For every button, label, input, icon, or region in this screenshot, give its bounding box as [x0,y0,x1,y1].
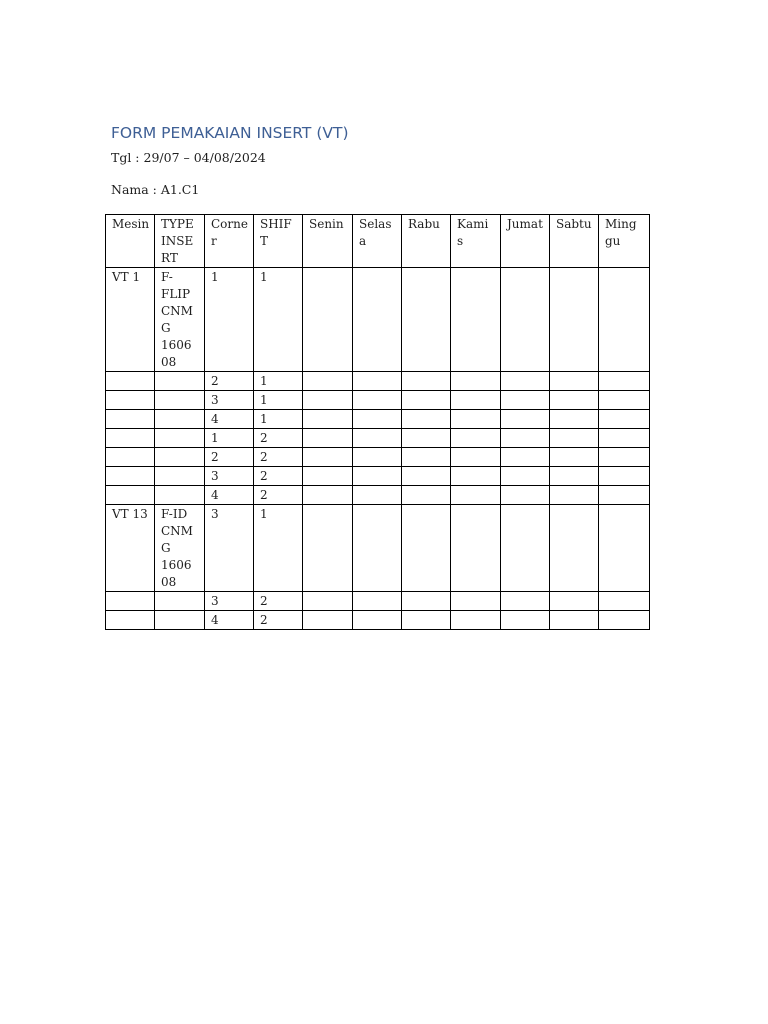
table-body [106,215,650,630]
cell-selasa [353,611,402,630]
cell-kamis [451,448,501,467]
cell-mesin [106,611,155,630]
cell-rabu [402,467,451,486]
cell-text: 3 [211,594,219,608]
cell-sabtu [550,467,599,486]
cell-rabu [402,372,451,391]
cell-minggu [599,467,650,486]
cell-jumat [501,372,550,391]
cell-sabtu [550,611,599,630]
cell-text: F-ID CNM G 1606 08 [161,507,193,589]
cell-jumat [501,448,550,467]
cell-text: 2 [260,488,268,502]
cell-text: 2 [260,469,268,483]
cell-text: 4 [211,613,219,627]
cell-text: 1 [260,393,268,407]
cell-text: 1 [260,507,268,521]
table-row [106,592,650,611]
cell-mesin [106,467,155,486]
header-cell-minggu [599,215,650,268]
cell-text: Selas a [359,217,392,248]
cell-shift [254,611,303,630]
cell-jumat [501,467,550,486]
cell-mesin [106,429,155,448]
cell-shift [254,505,303,592]
cell-corner [205,410,254,429]
cell-minggu [599,410,650,429]
cell-text: F- FLIP CNM G 1606 08 [161,270,193,369]
cell-kamis [451,391,501,410]
cell-senin [303,268,353,372]
header-cell-senin [303,215,353,268]
cell-jumat [501,611,550,630]
header-cell-rabu [402,215,451,268]
cell-text: 2 [211,450,219,464]
cell-sabtu [550,372,599,391]
cell-selasa [353,505,402,592]
cell-sabtu [550,268,599,372]
cell-corner [205,429,254,448]
cell-text: Jumat [507,217,543,231]
cell-sabtu [550,429,599,448]
cell-senin [303,448,353,467]
cell-mesin [106,410,155,429]
header-cell-selasa [353,215,402,268]
cell-kamis [451,372,501,391]
cell-senin [303,505,353,592]
cell-minggu [599,429,650,448]
cell-shift [254,410,303,429]
cell-text: 3 [211,393,219,407]
cell-text: 4 [211,412,219,426]
cell-type-insert [155,486,205,505]
cell-jumat [501,429,550,448]
cell-text: 1 [211,270,219,284]
cell-sabtu [550,448,599,467]
table-row [106,429,650,448]
cell-text: 1 [260,270,268,284]
table-row [106,448,650,467]
cell-senin [303,592,353,611]
cell-mesin [106,505,155,592]
cell-text: 2 [260,450,268,464]
header-cell-corner [205,215,254,268]
cell-shift [254,391,303,410]
table-row [106,486,650,505]
cell-selasa [353,467,402,486]
header-cell-jumat [501,215,550,268]
cell-rabu [402,410,451,429]
cell-jumat [501,268,550,372]
table-row [106,410,650,429]
cell-shift [254,372,303,391]
cell-kamis [451,505,501,592]
header-cell-type-insert [155,215,205,268]
cell-text: TYPE INSE RT [161,217,194,265]
cell-text: 2 [260,613,268,627]
cell-type-insert [155,448,205,467]
cell-rabu [402,448,451,467]
cell-type-insert [155,410,205,429]
cell-text: Rabu [408,217,440,231]
insert-usage-table [105,214,650,630]
cell-rabu [402,268,451,372]
date-range-line: Tgl : 29/07 – 04/08/2024 [111,150,266,165]
cell-mesin [106,391,155,410]
cell-text: Mesin [112,217,150,231]
cell-text: 2 [260,431,268,445]
cell-kamis [451,410,501,429]
cell-type-insert [155,429,205,448]
cell-rabu [402,391,451,410]
cell-senin [303,391,353,410]
name-line: Nama : A1.C1 [111,182,200,197]
cell-senin [303,611,353,630]
cell-selasa [353,372,402,391]
cell-minggu [599,448,650,467]
table-row [106,372,650,391]
cell-sabtu [550,505,599,592]
cell-sabtu [550,410,599,429]
cell-shift [254,467,303,486]
cell-senin [303,410,353,429]
cell-minggu [599,592,650,611]
cell-jumat [501,486,550,505]
cell-jumat [501,592,550,611]
cell-sabtu [550,486,599,505]
table-row [106,391,650,410]
cell-selasa [353,486,402,505]
form-title: FORM PEMAKAIAN INSERT (VT) [111,124,349,142]
cell-corner [205,268,254,372]
cell-text: 2 [211,374,219,388]
cell-corner [205,372,254,391]
cell-kamis [451,486,501,505]
cell-sabtu [550,391,599,410]
table-row [106,467,650,486]
cell-senin [303,486,353,505]
cell-text: Ming gu [605,217,637,248]
cell-text: 3 [211,507,219,521]
cell-mesin [106,372,155,391]
table-row [106,611,650,630]
cell-selasa [353,410,402,429]
cell-kamis [451,592,501,611]
cell-corner [205,467,254,486]
cell-corner [205,592,254,611]
cell-jumat [501,391,550,410]
cell-selasa [353,391,402,410]
cell-selasa [353,268,402,372]
cell-rabu [402,429,451,448]
cell-mesin [106,592,155,611]
cell-corner [205,611,254,630]
cell-rabu [402,592,451,611]
cell-text: 2 [260,594,268,608]
cell-text: SHIF T [260,217,292,248]
cell-shift [254,268,303,372]
header-cell-shift [254,215,303,268]
cell-type-insert [155,391,205,410]
header-row [106,215,650,268]
cell-minggu [599,268,650,372]
cell-senin [303,429,353,448]
cell-text: 4 [211,488,219,502]
cell-selasa [353,429,402,448]
cell-jumat [501,410,550,429]
cell-shift [254,592,303,611]
cell-selasa [353,448,402,467]
header-cell-mesin [106,215,155,268]
cell-shift [254,448,303,467]
cell-type-insert [155,268,205,372]
cell-kamis [451,467,501,486]
cell-text: Senin [309,217,344,231]
cell-type-insert [155,372,205,391]
cell-corner [205,448,254,467]
cell-shift [254,429,303,448]
cell-text: Kami s [457,217,489,248]
cell-minggu [599,486,650,505]
header-cell-kamis [451,215,501,268]
header-cell-sabtu [550,215,599,268]
cell-type-insert [155,592,205,611]
cell-kamis [451,429,501,448]
cell-rabu [402,486,451,505]
cell-minggu [599,391,650,410]
cell-rabu [402,611,451,630]
cell-senin [303,467,353,486]
table-row [106,268,650,372]
cell-selasa [353,592,402,611]
cell-type-insert [155,611,205,630]
cell-senin [303,372,353,391]
cell-mesin [106,486,155,505]
cell-minggu [599,611,650,630]
cell-minggu [599,372,650,391]
cell-text: VT 1 [112,270,141,284]
cell-text: 1 [211,431,219,445]
cell-mesin [106,448,155,467]
cell-kamis [451,611,501,630]
cell-minggu [599,505,650,592]
cell-corner [205,505,254,592]
cell-text: 1 [260,412,268,426]
cell-corner [205,391,254,410]
cell-corner [205,486,254,505]
cell-text: 3 [211,469,219,483]
cell-jumat [501,505,550,592]
cell-shift [254,486,303,505]
cell-text: 1 [260,374,268,388]
cell-type-insert [155,467,205,486]
cell-mesin [106,268,155,372]
cell-rabu [402,505,451,592]
table-row [106,505,650,592]
cell-text: Sabtu [556,217,592,231]
cell-kamis [451,268,501,372]
cell-text: Corne r [211,217,248,248]
cell-sabtu [550,592,599,611]
cell-type-insert [155,505,205,592]
cell-text: VT 13 [112,507,148,521]
